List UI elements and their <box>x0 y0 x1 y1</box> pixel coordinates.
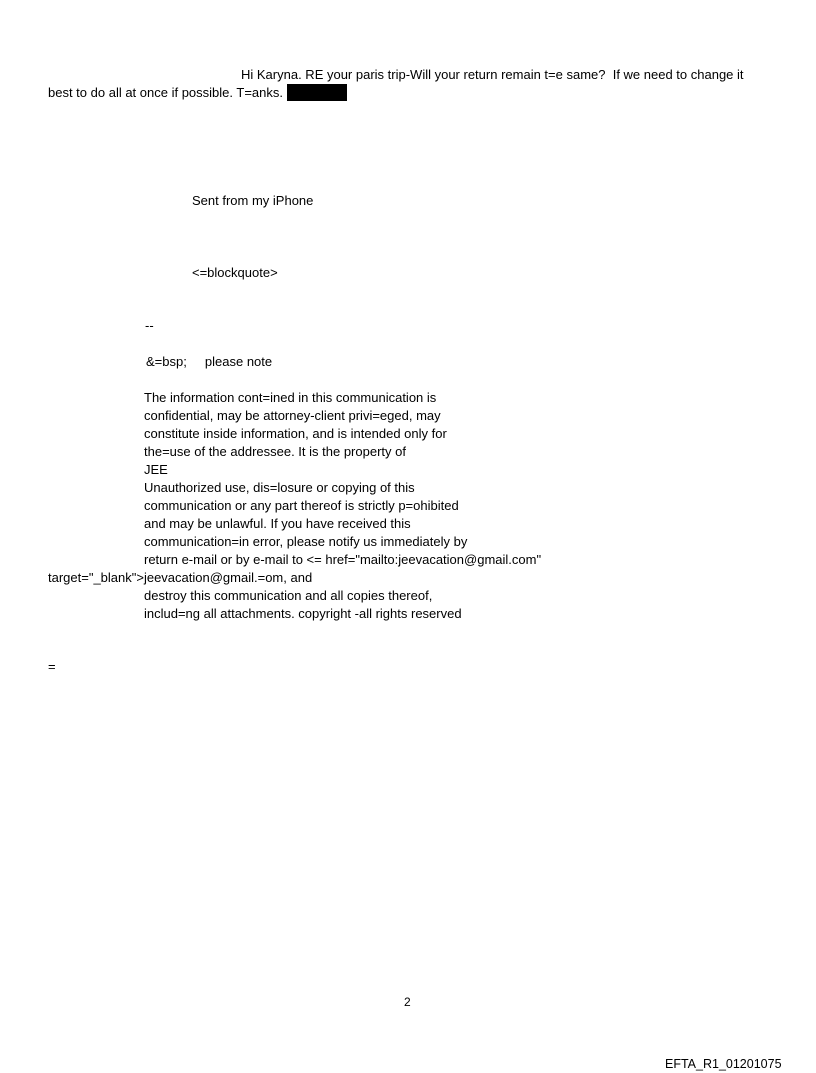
redaction-block <box>287 84 347 101</box>
disclaimer-line: JEE <box>144 462 168 477</box>
disclaimer-line: communication or any part thereof is strictly p=ohibited <box>144 498 459 513</box>
disclaimer-line: confidential, may be attorney-client privi=eged, may <box>144 408 441 423</box>
disclaimer-wrap-line: target="_blank">jeevacation@gmail.=om, and <box>48 570 313 585</box>
separator-dashes: -- <box>145 318 154 333</box>
trailing-equals: = <box>48 659 56 674</box>
document-id: EFTA_R1_01201075 <box>665 1057 782 1071</box>
signature-line: Sent from my iPhone <box>192 193 314 208</box>
disclaimer-line: constitute inside information, and is intended only for <box>144 426 447 441</box>
disclaimer-line: communication=in error, please notify us immediately by <box>144 534 468 549</box>
disclaimer-line: and may be unlawful. If you have received this <box>144 516 411 531</box>
page-number: 2 <box>404 995 411 1009</box>
disclaimer-line: return e-mail or by e-mail to <= href="mailto:jeevacation@gmail.com" <box>144 552 542 567</box>
blockquote-tag: <=blockquote> <box>192 265 278 280</box>
message-line-1: Hi Karyna. RE your paris trip-Will your return remain t=e same? If we need to change it <box>241 67 744 82</box>
disclaimer-line: Unauthorized use, dis=losure or copying of this <box>144 480 415 495</box>
disclaimer-line: destroy this communication and all copies thereof, <box>144 588 433 603</box>
message-line-2: best to do all at once if possible. T=anks. <box>48 85 283 100</box>
please-note-line: &=bsp; please note <box>146 354 273 369</box>
disclaimer-line: The information cont=ined in this communication is <box>144 390 437 405</box>
disclaimer-line: the=use of the addressee. It is the property of <box>144 444 406 459</box>
disclaimer-line: includ=ng all attachments. copyright -all rights reserved <box>144 606 462 621</box>
